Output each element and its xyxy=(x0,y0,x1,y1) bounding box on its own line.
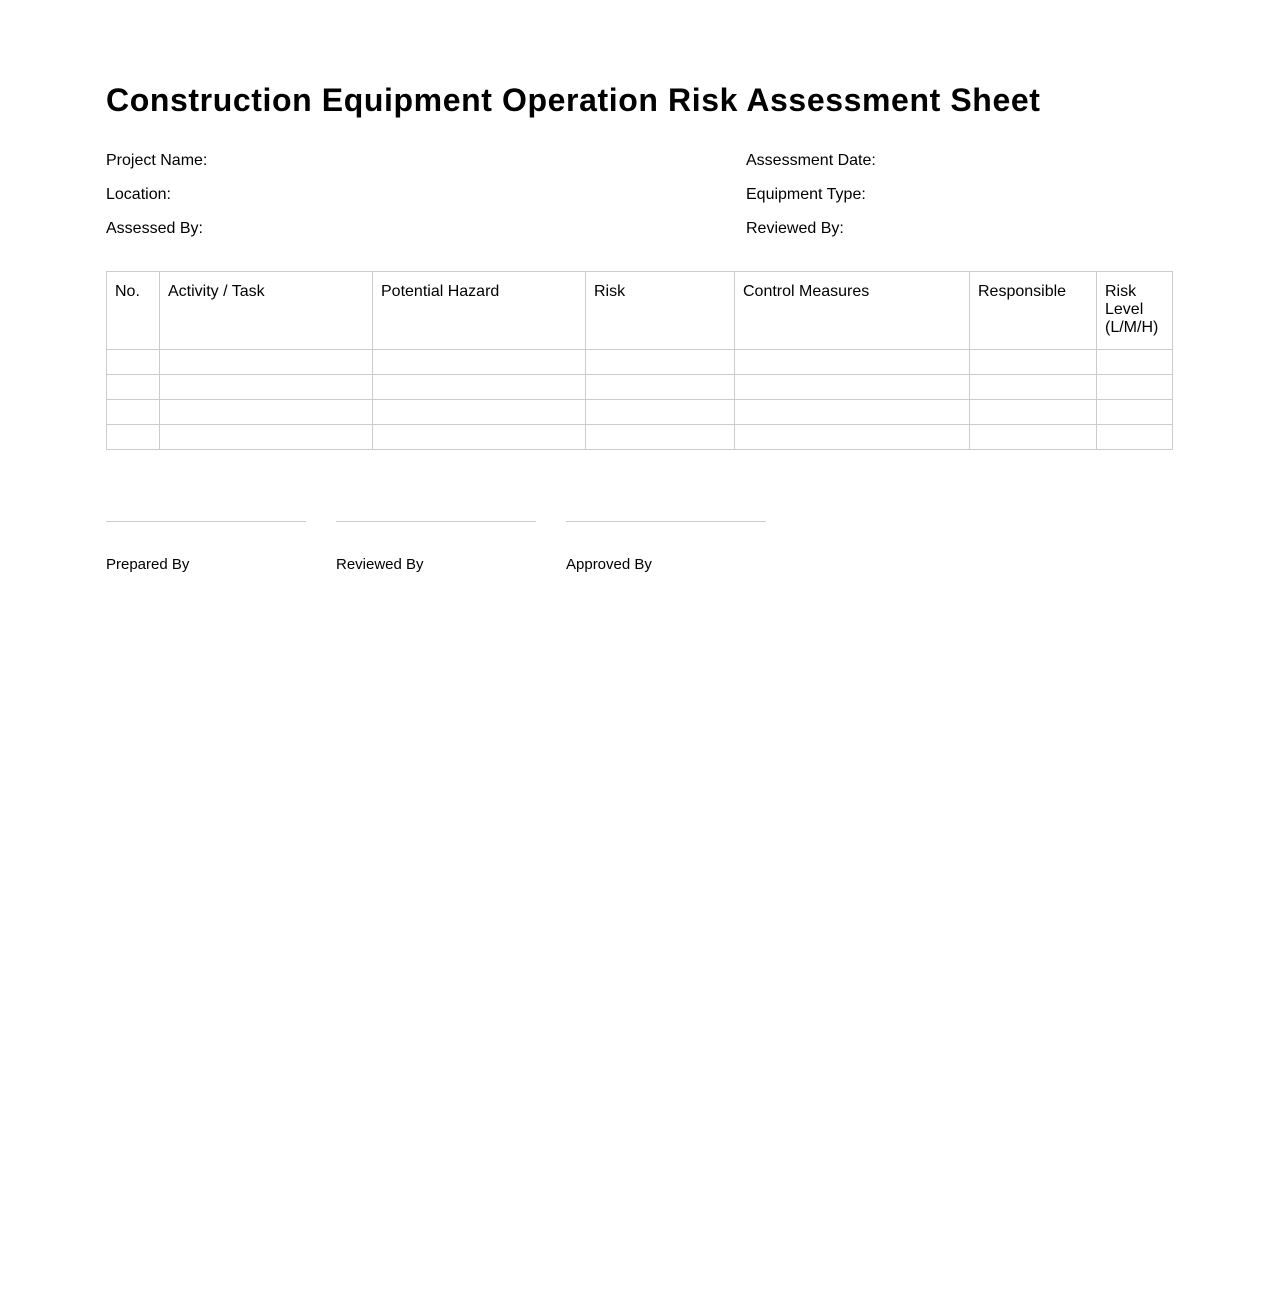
cell-control-measures[interactable] xyxy=(735,375,970,400)
header-responsible: Responsible xyxy=(970,272,1097,350)
cell-risk[interactable] xyxy=(586,425,735,450)
cell-potential-hazard[interactable] xyxy=(373,425,586,450)
equipment-type-label: Equipment Type: xyxy=(746,186,866,203)
cell-no[interactable] xyxy=(107,425,160,450)
cell-risk[interactable] xyxy=(586,375,735,400)
assessment-date-label: Assessment Date: xyxy=(746,152,876,169)
table-row xyxy=(107,400,1173,425)
cell-control-measures[interactable] xyxy=(735,425,970,450)
header-no: No. xyxy=(107,272,160,350)
cell-no[interactable] xyxy=(107,375,160,400)
cell-responsible[interactable] xyxy=(970,400,1097,425)
cell-activity-task[interactable] xyxy=(160,375,373,400)
assessed-by-label: Assessed By: xyxy=(106,220,203,237)
cell-risk-level[interactable] xyxy=(1097,350,1173,375)
cell-risk[interactable] xyxy=(586,400,735,425)
cell-potential-hazard[interactable] xyxy=(373,375,586,400)
header-potential-hazard: Potential Hazard xyxy=(373,272,586,350)
approved-by-label: Approved By xyxy=(566,556,652,573)
prepared-by-label: Prepared By xyxy=(106,556,190,573)
page-title: Construction Equipment Operation Risk Assessment Sheet xyxy=(106,82,1041,118)
table-row xyxy=(107,375,1173,400)
header-risk: Risk xyxy=(586,272,735,350)
cell-control-measures[interactable] xyxy=(735,400,970,425)
cell-activity-task[interactable] xyxy=(160,350,373,375)
table-row xyxy=(107,425,1173,450)
cell-no[interactable] xyxy=(107,350,160,375)
cell-activity-task[interactable] xyxy=(160,400,373,425)
cell-potential-hazard[interactable] xyxy=(373,400,586,425)
cell-activity-task[interactable] xyxy=(160,425,373,450)
approved-by-signature-line[interactable] xyxy=(566,521,766,522)
cell-risk-level[interactable] xyxy=(1097,400,1173,425)
table-row xyxy=(107,350,1173,375)
cell-potential-hazard[interactable] xyxy=(373,350,586,375)
cell-no[interactable] xyxy=(107,400,160,425)
reviewed-by-signature-label: Reviewed By xyxy=(336,556,424,573)
cell-responsible[interactable] xyxy=(970,425,1097,450)
cell-responsible[interactable] xyxy=(970,350,1097,375)
risk-assessment-table xyxy=(106,271,1173,450)
table-header-row xyxy=(107,272,1173,350)
cell-control-measures[interactable] xyxy=(735,350,970,375)
header-activity-task: Activity / Task xyxy=(160,272,373,350)
header-control-measures: Control Measures xyxy=(735,272,970,350)
cell-risk-level[interactable] xyxy=(1097,375,1173,400)
reviewed-by-label: Reviewed By: xyxy=(746,220,844,237)
cell-risk-level[interactable] xyxy=(1097,425,1173,450)
header-risk-level: Risk Level (L/M/H) xyxy=(1097,272,1173,350)
cell-responsible[interactable] xyxy=(970,375,1097,400)
location-label: Location: xyxy=(106,186,171,203)
reviewed-by-signature-line[interactable] xyxy=(336,521,536,522)
cell-risk[interactable] xyxy=(586,350,735,375)
project-name-label: Project Name: xyxy=(106,152,208,169)
prepared-by-signature-line[interactable] xyxy=(106,521,306,522)
